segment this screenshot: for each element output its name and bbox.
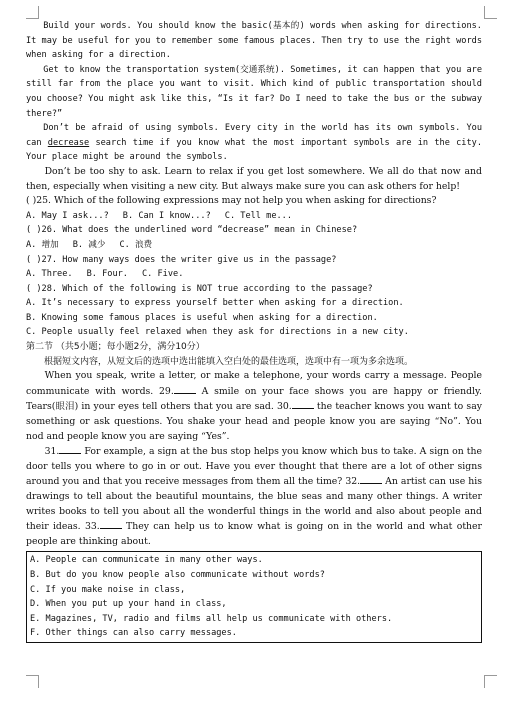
question-26-options [26,238,482,253]
crop-mark-bottom-right [484,675,497,688]
question-28-stem: ( )28. Which of the following is NOT true according to the passage? [26,283,373,294]
section-2-heading: 第二节 （共5小题；每小题2分，满分10分） [26,342,205,353]
answer-option-d[interactable]: D. When you put up your hand in class, [30,599,227,610]
passage1-p3-after: search time if you know what the most important symbols are in the city. Your place might be around the symbols. [26,137,482,163]
blank-31[interactable] [59,444,81,454]
question-25-stem: ( )25. Which of the following expressions may not help you when asking for directions? [26,195,437,207]
crop-mark-bottom-left [26,675,39,688]
passage2-p2-d: They can help us to know what is going on in the world and what other people are thinking about. [26,521,482,547]
passage2-paragraph-2 [26,444,482,549]
q26-option-a[interactable]: A. 增加 [26,239,59,250]
question-26-stem: ( )26. What does the underlined word “decrease” mean in Chinese? [26,225,358,236]
q28-option-c[interactable]: C. People usually feel relaxed when they ask for directions in a new city. [26,327,409,338]
underlined-word-decrease: decrease [47,137,90,148]
passage1-paragraph-1: Build your words. You should know the basic(基本的) words when asking for directions. It may be useful for you to remember some famous places. Then try to use the right words when asking for a direction. [26,21,482,61]
passage2-p2-a: 31. [44,446,60,458]
passage1-paragraph-2: Get to know the transportation system(交通系统). Sometimes, it can happen that you are still far from the place you want to visit. Which kind of public transportation should you choose? You might ask like this, “Is it far? Do I need to take the bus or the subway there?” [26,64,482,119]
q27-option-a[interactable]: A. Three. [26,269,73,280]
passage2-p1-b: A smile on your face shows you are happy or friendly. Tears(眼泪) in your eyes tell others that you are sad. 30. [26,385,482,413]
q27-option-b[interactable]: B. Four. [86,269,128,280]
blank-33[interactable] [100,519,122,529]
passage2-p1-c: the teacher knows you want to say something or ask questions. You shake your head and people know you are saying “No”. You nod and people know you are saying “Yes”. [26,401,482,442]
answer-option-a[interactable]: A. People can communicate in many other ways. [30,555,263,566]
q26-option-b[interactable]: B. 减少 [72,239,106,250]
q25-option-a[interactable]: A. May I ask...? [26,210,109,221]
answer-option-f[interactable]: F. Other things can also carry messages. [30,628,237,639]
passage2-p1-a: When you speak, write a letter, or make a telephone, your words carry a message. People communicate with words. 29. [26,370,482,397]
q28-option-b[interactable]: B. Knowing some famous places is useful when asking for a direction. [26,312,378,323]
passage2-p2-c: An artist can use his drawings to tell about the beautiful mountains, the blue seas and many other things. A writer writes books to tell you about all the wonderful things in the world and also about people and their ideas. 33. [26,476,482,533]
passage1-paragraph-3 [26,121,482,165]
q25-option-c[interactable]: C. Tell me... [224,210,293,221]
question-25-options [26,209,482,224]
question-27-stem: ( )27. How many ways does the writer give us in the passage? [26,254,337,265]
blank-30[interactable] [292,399,314,409]
q26-option-c[interactable]: C. 浪费 [119,239,153,250]
passage2-paragraph-1 [26,369,482,444]
worksheet-page [26,19,482,643]
answer-option-b[interactable]: B. But do you know people also communicate without words? [30,569,325,580]
passage2-p2-b: For example, a sign at the bus stop helps you know which bus to take. A sign on the door tells you where to go in or out. Have you ever thought that there are a lot of other signs around you and that you receive messages from them all the time? 32. [26,446,482,488]
passage1-p3-before: Don’t be afraid of using symbols. Every city in the world has its own symbols. You can [26,123,482,148]
q25-option-b[interactable]: B. Can I know...? [122,210,211,221]
question-27-options [26,267,482,282]
answer-option-e[interactable]: E. Magazines, TV, radio and films all help us communicate with others. [30,613,393,624]
blank-29[interactable] [174,384,196,394]
crop-mark-top-left [26,6,39,19]
blank-32[interactable] [360,474,382,484]
answer-options-box [26,551,482,643]
passage1-paragraph-4: Don’t be too shy to ask. Learn to relax if you get lost somewhere. We all do that now and then, especially when visiting a new city. But always make sure you can ask others for help! [26,165,482,192]
section-2-instruction: 根据短文内容，从短文后的选项中选出能填入空白处的最佳选项，选项中有一项为多余选项。 [44,356,414,367]
answer-option-c[interactable]: C. If you make noise in class, [30,584,186,595]
q28-option-a[interactable]: A. It’s necessary to express yourself better when asking for a direction. [26,298,404,309]
crop-mark-top-right [484,6,497,19]
q27-option-c[interactable]: C. Five. [141,269,184,280]
